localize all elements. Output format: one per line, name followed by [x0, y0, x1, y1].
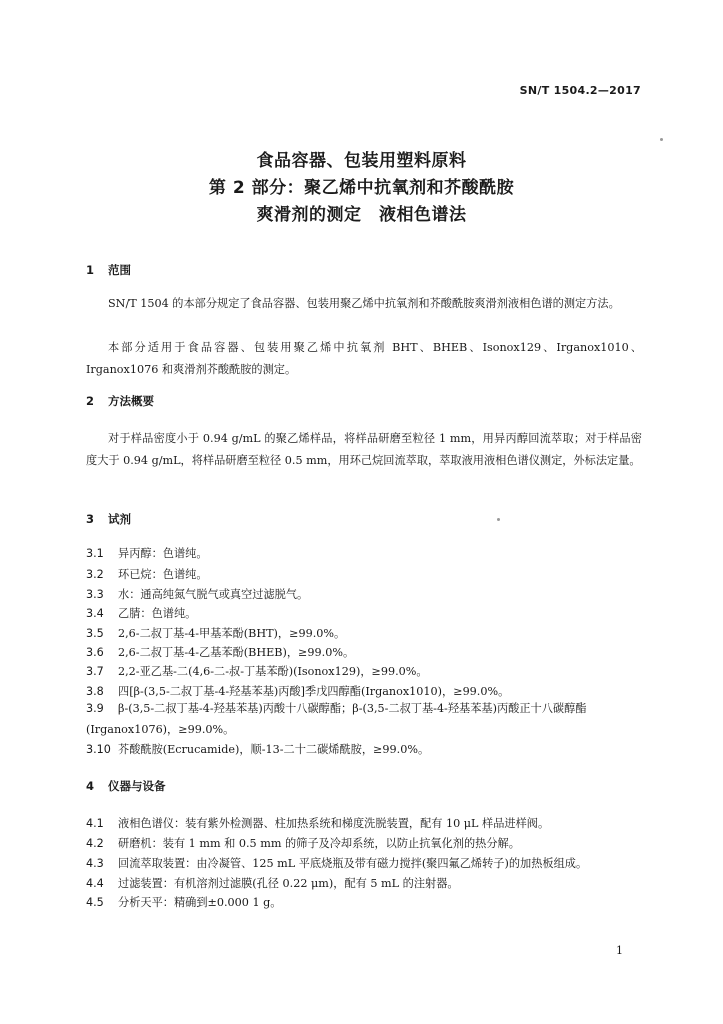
section-number: 1 — [86, 263, 95, 277]
instrument-item: 4.5 分析天平：精确到±0.000 1 g。 — [86, 896, 282, 909]
title-line-3: 爽滑剂的测定 液相色谱法 — [256, 205, 467, 225]
reagent-item: 3.4 乙腈：色谱纯。 — [86, 607, 197, 620]
section-heading-method — [86, 393, 154, 409]
reagent-item: 3.8 四[β-(3,5-二叔丁基-4-羟基苯基)丙酸]季戊四醇酯(Irganox1010)，≥99.0%。 — [86, 685, 510, 698]
scope-paragraph-1: SN/T 1504 的本部分规定了食品容器、包装用聚乙烯中抗氧剂和芥酸酰胺爽滑剂液相色谱的测定方法。 — [108, 297, 620, 310]
scan-speck — [497, 518, 500, 521]
section-title: 仪器与设备 — [108, 779, 166, 793]
section-number: 3 — [86, 512, 95, 526]
section-heading-scope — [86, 262, 131, 278]
reagent-item: 3.7 2,2-亚乙基-二(4,6-二-叔-丁基苯酚)(Isonox129)，≥99.0%。 — [86, 665, 428, 678]
section-title: 范围 — [108, 263, 131, 277]
method-paragraph: 对于样品密度小于 0.94 g/mL 的聚乙烯样品，将样品研磨至粒径 1 mm，用异丙醇回流萃取；对于样品密度大于 0.94 g/mL，将样品研磨至粒径 0.5 mm，用环己烷回流萃取，萃取液用液相色谱仪测定，外标法定量。 — [86, 432, 642, 467]
instrument-item: 4.1 液相色谱仪：装有紫外检测器、柱加热系统和梯度洗脱装置，配有 10 μL 样品进样阀。 — [86, 817, 550, 830]
reagent-item: 3.10 芥酸酰胺(Ecrucamide)，顺-13-二十二碳烯酰胺，≥99.0%。 — [86, 743, 430, 756]
reagent-item: 3.2 环已烷：色谱纯。 — [86, 568, 208, 581]
reagent-item: 3.3 水：通高纯氮气脱气或真空过滤脱气。 — [86, 588, 309, 601]
section-title: 方法概要 — [108, 394, 154, 408]
title-line-1: 食品容器、包装用塑料原料 — [256, 151, 467, 171]
scan-speck — [660, 138, 663, 141]
section-number: 4 — [86, 779, 95, 793]
reagent-item: 3.9 β-(3,5-二叔丁基-4-羟基苯基)丙酸十八碳醇酯；β-(3,5-二叔丁基-4-羟基苯基)丙酸正十八碳醇酯(Irganox1076)，≥99.0%。 — [86, 702, 587, 736]
scope-paragraph-2: 本部分适用于食品容器、包装用聚乙烯中抗氧剂 BHT、BHEB、Isonox129、Irganox1010、Irganox1076 和爽滑剂芥酸酰胺的测定。 — [86, 341, 642, 376]
instrument-item: 4.3 回流萃取装置：由冷凝管、125 mL 平底烧瓶及带有磁力搅拌(聚四氟乙烯转子)的加热板组成。 — [86, 857, 588, 870]
title-line-2: 第 2 部分：聚乙烯中抗氧剂和芥酸酰胺 — [208, 178, 515, 198]
section-title: 试剂 — [108, 512, 131, 526]
section-heading-reagents — [86, 511, 131, 527]
reagent-item: 3.1 异丙醇：色谱纯。 — [86, 547, 208, 560]
instrument-item: 4.4 过滤装置：有机溶剂过滤膜(孔径 0.22 μm)，配有 5 mL 的注射器。 — [86, 877, 459, 890]
standard-code: SN/T 1504.2—2017 — [519, 84, 641, 97]
section-heading-instruments — [86, 778, 166, 794]
page-number: 1 — [616, 944, 623, 957]
reagent-item: 3.6 2,6-二叔丁基-4-乙基苯酚(BHEB)，≥99.0%。 — [86, 646, 355, 659]
instrument-item: 4.2 研磨机：装有 1 mm 和 0.5 mm 的筛子及冷却系统，以防止抗氧化剂的热分解。 — [86, 837, 520, 850]
reagent-item: 3.5 2,6-二叔丁基-4-甲基苯酚(BHT)，≥99.0%。 — [86, 627, 346, 640]
section-number: 2 — [86, 394, 95, 408]
